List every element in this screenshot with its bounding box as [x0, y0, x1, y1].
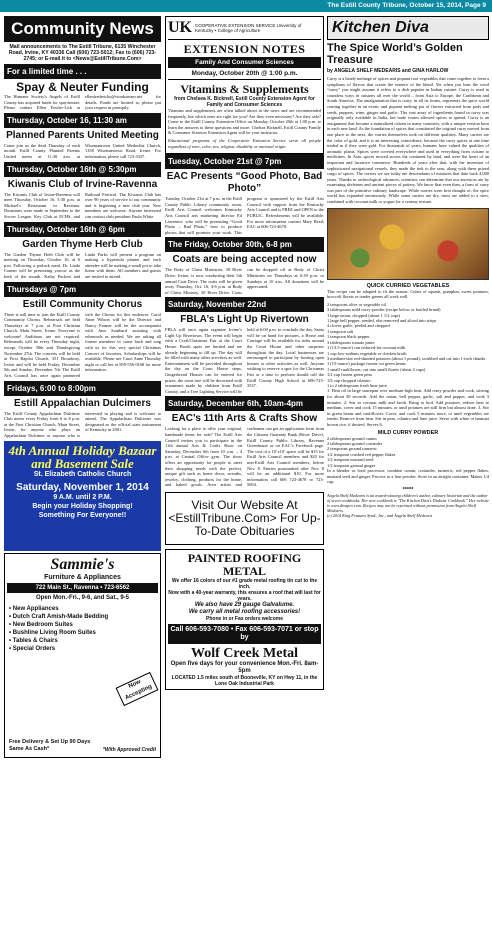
list-item: • Special Orders — [9, 645, 56, 652]
roofing-line-1: We offer 16 colors of our #1 grade metal roofing tin cut to the inch. — [171, 577, 318, 590]
extension-disclaimer: Educational programs of the Cooperative Extension Service serve all people regardless of race, color, sex, religion, disability or national origin. — [168, 137, 321, 149]
wolf-creek-location: LOCATED 1.5 miles south of Booneville, KY on Hwy 11, in the Lone Oak Industrial Park — [171, 674, 318, 687]
list-item: 2 tablespoons ground coriander — [327, 440, 383, 446]
fbla-text: FBLA will once again organize Irvine’s Light Up Rivertown. The event will begin with a Craft/Christmas Fair at the Court House. Booth spots are limited and are already beginning to fill up. The day will be filled with many other activities as well. Entertainment will be provided throughout the day on the Court House steps. Gingerbread Houses can be entered for prizes, the town tree will be decorated with ornaments made by children from Estill County, and a Tree Lighting Service will be held at 6:00 p.m. to conclude the day. Santa will be on hand for pictures, a Horse and Carriage will be available for rides around the Court House and other surprises throughout the day. Local businesses are encouraged to participate by hosting open houses or other activities as well. Anyone wishing to reserve a spot for the Christmas Fair or a time to perform should call the Estill County High School at 606-723-3537. — [165, 327, 324, 394]
list-item: • Dutch Craft Amish-Made Bedding — [9, 613, 109, 620]
vitamins-text: Vitamins and supplements are often talked about in the news and are recommended frequently, but which ones are right for you? Are they even necessary? Are they safe? Come to the Estill County Extension Office on Monday, October 20th at 1:00 p.m. to learn the answers to these questions and more. Chelsea Bicknell, Estill County Family & Consumer Sciences Extension Agent will be your instructor. — [168, 108, 321, 136]
bazaar-line-7: Something For Everyone!! — [38, 511, 127, 519]
roofing-line-5: Phone in or Fax orders welcome — [206, 615, 283, 622]
community-news-title: Community News — [4, 16, 161, 42]
chorus-heading: Estill Community Chorus — [22, 298, 143, 310]
kiwanis-heading: Kiwanis Club of Irvine-Ravenna — [7, 178, 158, 190]
list-item: 1/2 teaspoon crushed red pepper flakes — [327, 451, 396, 457]
roofing-phone: Call 606-593-7080 • Fax 606-593-7071 or stop by — [168, 624, 321, 644]
list-item: 3 tablespoons tomato paste — [327, 339, 375, 345]
list-item: 1/2 teaspoon ground ginger — [327, 462, 376, 468]
spay-text: The Humane Society's Angels of Estill County has acquired funds for spay/neuter. Please contact Ellen Fowler-Lick at ellenfredericks@windstream.net for details. Funds are limited so please put your request in promptly. — [4, 94, 161, 111]
website-ad: Visit Our Website At <EstillTribune.Com> For Up-To-Date Obituaries — [165, 492, 324, 545]
list-item: 1 teaspoon salt — [327, 328, 354, 334]
kitchen-diva-title: Kitchen Diva — [327, 16, 489, 40]
list-item: 1 large onion, chopped (about 1 1/2 cups) — [327, 312, 401, 318]
dulcimer-heading: Estill Appalachian Dulcimers — [14, 397, 151, 409]
extension-service-line: COOPERATIVE EXTENSION SERVICE University of Kentucky • College of Agriculture — [195, 22, 302, 33]
list-item: • Bushline Living Room Suites — [9, 629, 96, 636]
extension-notes-box — [165, 16, 324, 154]
kitchen-diva-byline: by ANGELA SHELF MEDEARIS and GINA HARLOW — [327, 68, 449, 74]
list-item: 2 tablespoons ground cumin — [327, 435, 377, 441]
list-item: 1 cup low-sodium vegetable or chicken broth — [327, 350, 407, 356]
uk-logo: UK — [168, 19, 192, 36]
eac-photo-heading: EAC Presents “Good Photo, Bad Photo” — [166, 171, 323, 195]
page-header — [0, 0, 492, 12]
wolf-creek-name: Wolf Creek Metal — [190, 645, 299, 661]
wolf-creek-hours: Open five days for your convenience Mon.-Fri. 8am-5pm — [170, 660, 319, 674]
extension-column — [165, 16, 324, 928]
chorus-text: There is still time to join the Estill County Community Chorus. Rehearsals are held Thursdays at 7 p.m. at First Christian Church, Main Street, Irvine. Everyone is welcome! Auditions are not required. Rehearsals will be every Thursday night, except October 30th and Thanksgiving November 27th. The concerts will be held at First Baptist Church, 351 Broadway, Irvine and will be held Friday, December 5th and Sunday, December 7th. The Estill Arts Council has once again partnered with the Chorus for this endeavor. Carol Anne Wilson will be the Director and Nancy Farmer will be the accompanist with Ann Southard assisting with rehearsals as needed. We are asking all former members to come back and sing with us for this very special Christmas Concert of favorites. Scholarships will be available. Please see Carol Anne Thursday night or call her at 859-556-0168 for more information. — [4, 311, 161, 379]
list-item: 1 (15-ounce) package frozen cut green beans — [327, 361, 406, 367]
eac-photo-text: Tuesday, October 21st at 7 p.m. in the Estill County Public Library community room, Estill Arts Council welcomes Kentucky Arts Council arts marketing director Ed Lawrence, who will be presenting “Good Photo – Bad Photo,” how to produce photos that will promote your work. This program is sponsored by the Estill Arts Council with support from the Kentucky Arts Council and is FREE and OPEN to the PUBLIC. Refreshments will be available. For more information contact Mary Reed, EAC at 606-723-4678. — [165, 196, 324, 235]
fbla-heading: FBLA’s Light Up Rivertown — [180, 314, 309, 326]
accepting-stamp: Now Accepting — [116, 672, 159, 706]
bazaar-time: 9 A.M. until 2 P.M. — [53, 493, 112, 501]
herb-club-heading: Garden Thyme Herb Club — [22, 238, 143, 250]
date-bar-1: Thursday, October 16, 11:30 am — [4, 113, 161, 128]
date-bar-crafts: Saturday, December 6th, 10am-4pm — [165, 396, 324, 411]
bazaar-church: St. Elizabeth Catholic Church — [33, 470, 132, 478]
list-item: 1 small cauliflower, cut into small florets (about 4 cups) — [327, 366, 426, 372]
sammies-hours: Open Mon.-Fri., 9-6, and Sat., 9-5 — [35, 594, 129, 601]
date-bar-4: Thursdays @ 7pm — [4, 282, 161, 297]
curry-powder-title: MILD CURRY POWDER — [377, 429, 439, 436]
crafts-heading: EAC’s 11th Arts & Crafts Show — [171, 413, 318, 425]
bazaar-ad — [4, 441, 161, 551]
list-item: 1 large bell pepper, seeded, ribs removed and sliced into strips — [327, 318, 437, 324]
roofing-line-4: We carry all metal roofing accessories! — [188, 608, 301, 615]
list-item: 2 teaspoons ground turmeric — [327, 446, 378, 452]
limited-time-bar: For a limited time . . . — [4, 64, 161, 79]
recipe-intro: This recipe can be adapted to fit the season. Cubes of squash, pumpkin, sweet potatoes, broccoli florets or tender greens all work well. — [327, 288, 489, 300]
list-item: 1/2 teaspoon mustard seed — [327, 457, 374, 463]
date-bar-3: Thursday, October 16th @ 6pm — [4, 222, 161, 237]
list-item: 2 teaspoons olive or vegetable oil — [327, 301, 386, 307]
kitchen-diva-body: Curry is a heady melange of spices and piquant root vegetables that come together to form a symphony of flavors that create the essence of the blend. Yet when you hear the word “curry” you might assume it refers to a dish popular in Indian cuisine. Curry is used in countless ways in cuisines all over the world – from Asia to Europe, the Caribbean and South America. The amalgamation that is curry, in all its forms, represents the spice world coming together in an exotic and piquant melting pot of flavors extracted from pods and seeds, peppers, wine, ginger and garlic. The vast array of ingredients found in curry was originally only available in India, but trade routes allowed spices to spread. Curry is an assignment that became a naturalized citizen in many countries, with a unique version born in each new land. As the foundation of spices that constituted the original curry moved from one place to the next, the curries themselves took on different qualities. Many curries are the color of gold, and it is an interesting coincidence, because the curry spices at one time traded as if they were gold. For thousands of years, humans have valued the qualities of aromatic plants. Spices were coveted everywhere and used in everything from cuisine to medicines. In Asia, spices moved across the continent by land, and were the heart of an important and lucrative commerce. Hundreds of years after that, with the invention of sophisticated navigational vessels, they made the trek to the seas, along with these prized cargo of spices. The curries we see today are descendants of mixtures that date back 4,000 years. Thanks to archeological advances, scientists can determine that our ancestors ate by examining skeletons and ancient pieces of pottery. We know that even then, a form of curry was part of the primitive culinary landscape. While curries were first thought of, the spice world has expanded enormously. While some curries are dry, most are added to a stew, combined with coconut milk or yogurt for a creamy texture. — [327, 76, 489, 205]
sammies-name: Sammie's — [50, 555, 115, 573]
extension-masthead — [168, 19, 321, 40]
roofing-title: PAINTED ROOFING METAL — [187, 550, 302, 578]
sammies-list — [9, 605, 156, 653]
separator-stars: ***** — [402, 486, 414, 493]
family-consumer-bar: Family And Consumer Sciences — [168, 57, 321, 68]
sammies-delivery: Free Delivery & Set Up 90 Days Same As Cash* — [9, 738, 91, 752]
curry-powder-list — [327, 436, 489, 468]
sammies-credit-note: *With Approved Credit — [102, 746, 156, 753]
kiwanis-text: The Kiwanis Club of Irvine-Ravenna will meet Thursday, October 16, 5:30 p.m. at Michael's Restaurant in Ravenna. Donations were made in September to the Soccer League, Key Club at ECHS, and Railroad Festival. The Kiwanis Club has over 90 years of service to our community and is beginning a new club year. New members are welcome. Anyone interested can contact club president Paula White. — [4, 191, 161, 219]
coats-heading: Coats are being accepted now — [172, 254, 317, 266]
list-item: 1/4 cup chopped cilantro — [327, 377, 371, 383]
vitamins-date: Monday, October 20th @ 1:00 p.m. — [168, 68, 321, 80]
author-bio: Angela Shelf Medearis is an award-winning children's author, culinary historian and the author of seven cookbooks. Her new cookbook is "The Kitchen Diva's Diabetic Cookbook." Her website is www.divapro.com. Recipes may not be reprinted without permission from Angela Shelf Medearis. — [327, 492, 489, 513]
list-item: 4 cloves garlic, peeled and chopped — [327, 323, 390, 329]
list-item: 1 to 2 tablespoons fresh lime juice — [327, 382, 388, 388]
crafts-text: Looking for a place to offer your original, handmade items for sale? The Estill Arts Council invites you to participate in the 11th annual Arts & Crafts Show on Saturday, December 6th from 10 a.m. – 4 p.m. at Central Office gym. The show offers an opportunity for people to meet their shopping needs with the perfect, unique gift such as home decor, wreaths, jewelry, clothing, products for the home, and baked goods. Area artists and craftsmen can get an application form from the Citizens Guaranty Bank (River Drive), Estill County Public Library, Ravenna Greenhouse or on EAC’s Facebook page. The cost of a 10’x10’ space will be $15 for Estill Arts Council members and $20 for non-Estill Arts Council members, before Nov. 8. Entries postmarked after Nov. 8 will be an additional $10. For more information call 606 723-4678 or 723-5694. — [165, 426, 324, 488]
bazaar-line-6: Begin your Holiday Shopping! — [32, 502, 133, 510]
copyright-line: (c) 2014 King Features Synd., Inc., and Angela Shelf Medearis — [327, 512, 433, 518]
bazaar-line-2: and Basement Sale — [31, 455, 134, 471]
list-item: 1 (13.5-ounce) can reduced-fat coconut milk — [327, 345, 406, 351]
vitamins-heading: Vitamins & Supplements — [180, 82, 309, 96]
dulcimer-text: The Estill County Appalachian Dulcimer Club meets every Friday from 6 to 8 p.m. at the First Christian Church, Main Street, Irvine, for anyone who plays an Appalachian Dulcimer or anyone who is interested in playing and is welcome to attend. The Appalachian Dulcimer was designated as the official state instrument of Kentucky in 2001. — [4, 410, 161, 438]
date-bar-eac: Tuesday, October 21st @ 7pm — [165, 154, 324, 169]
list-item: 3 medium-size red-skinned potatoes (about 1 pound), scrubbed and cut into 1-inch chunks — [327, 355, 486, 361]
wolf-creek-ad — [165, 549, 324, 690]
date-bar-2: Thursday, October 16th @ 5:30pm — [4, 162, 161, 177]
list-item: • New Appliances — [9, 605, 59, 612]
bazaar-date: Saturday, November 1, 2014 — [16, 481, 149, 493]
roofing-line-2: Now with a 40-year warranty, this ensures a roof that will last for years. — [168, 589, 321, 602]
community-news-intro: Mail announcements to The Estill Tribune, 6135 Winchester Road, Irvine, KY 40336 Call (606) 723-5012; Fax to (606) 723-2745; or E-mail it to <News@EstillTribune.Com> — [8, 44, 157, 62]
recipe-directions: 1. Heat oil in large saucepan over medium-high heat. Add curry powder and cook, stirring for about 30 seconds. Add the onion, bell pepper, garlic, salt and pepper, and cook 3 minutes. 2. Stir in coconut milk and broth. Bring to boil. Add potatoes, reduce heat to medium, cover and cook 15 minutes, or until potatoes are still firm but almost done. 3. Stir in green beans and cauliflower. Cover, and cook 5 minutes more, or until vegetables are tender. Remove from heat. Stir in peas, cilantro and lime juice. Serve with white or basmati brown rice, if desired. Serves 6. — [327, 388, 489, 427]
roofing-line-3: We also have 29 gauge Galvalume. — [194, 601, 295, 608]
list-item: • Tables & Chairs — [9, 637, 58, 644]
ingredient-list — [327, 302, 489, 389]
coats-text: The Body of Christ Ministries, 38 River Drive, Irvine, is now conducting their 5th annual Coat Drive. The coats will be given away Thursday, Oct. 16, 4-6 p.m. at Body of Christ Ministry, 38 River Drive. Coats can be dropped off at Body of Christ Ministries on Thursdays at 6:30 p.m. or Sundays at 10 a.m. All donations will be appreciated. — [165, 267, 324, 295]
curry-photo — [327, 208, 489, 280]
curry-powder-directions: In a blender or food processor, combine cumin, coriander, turmeric, red pepper flakes, mustard seed and ginger. Process to a fine powder. Store in an airtight container. Makes 1/4 cup. — [327, 467, 489, 485]
date-bar-coats: The Friday, October 30th, 6-8 pm — [165, 237, 324, 252]
planned-parents-heading: Planned Parents United Meeting — [6, 129, 159, 141]
sammies-address: 722 Main St., Ravenna • 723-6562 — [7, 583, 158, 593]
sammies-ad — [4, 553, 161, 758]
list-item: 1/2 cup frozen green peas — [327, 372, 373, 378]
herb-club-text: The Garden Thyme Herb Club will be meeting on Thursday, October 16, at 6 p.m. Following a potluck meal, Dr. Linda Conner will be presenting yarrow as the herb of the month. Kathy Puckett and Linda Parks will present a program on making a hypertufa planter and each attendee will be making a small pot to take home with them. All members and guests are invited to attend. — [4, 251, 161, 279]
recipe-title: QUICK CURRIED VEGETABLES — [366, 282, 450, 289]
list-item: 1 teaspoon black pepper — [327, 334, 370, 340]
page-header-text: The Estill County Tribune, October 15, 2014, Page 9 — [327, 2, 486, 9]
community-news-column — [4, 16, 161, 928]
list-item: 3 tablespoons mild curry powder (recipe below or bottled brand) — [327, 307, 441, 313]
spay-heading: Spay & Neuter Funding — [16, 80, 149, 94]
sammies-sub: Furniture & Appliances — [44, 573, 121, 581]
list-item: • New Bedroom Suites — [9, 621, 73, 628]
planned-parents-text: Come join us the third Thursday of each month. Estill County Planned Parents United meets at 11:30 a.m. at Wisemantown United Methodist Church, 1358 Wisemantown Road, Irvine. For information, please call 723-3337. — [4, 142, 161, 159]
date-bar-5: Fridays, 6:00 to 8:00pm — [4, 381, 161, 396]
kitchen-diva-column — [327, 16, 489, 928]
date-bar-fbla: Saturday, November 22nd — [165, 297, 324, 312]
vitamins-byline: from Chelsea K. Bicknell, Estill County Extension Agent for Family and Consumer Sciences — [174, 96, 315, 108]
bazaar-line-1: 4th Annual Holiday Bazaar — [8, 442, 157, 458]
kitchen-diva-headline: The Spice World’s Golden Treasure — [327, 42, 463, 66]
extension-notes-title: EXTENSION NOTES — [183, 42, 306, 56]
